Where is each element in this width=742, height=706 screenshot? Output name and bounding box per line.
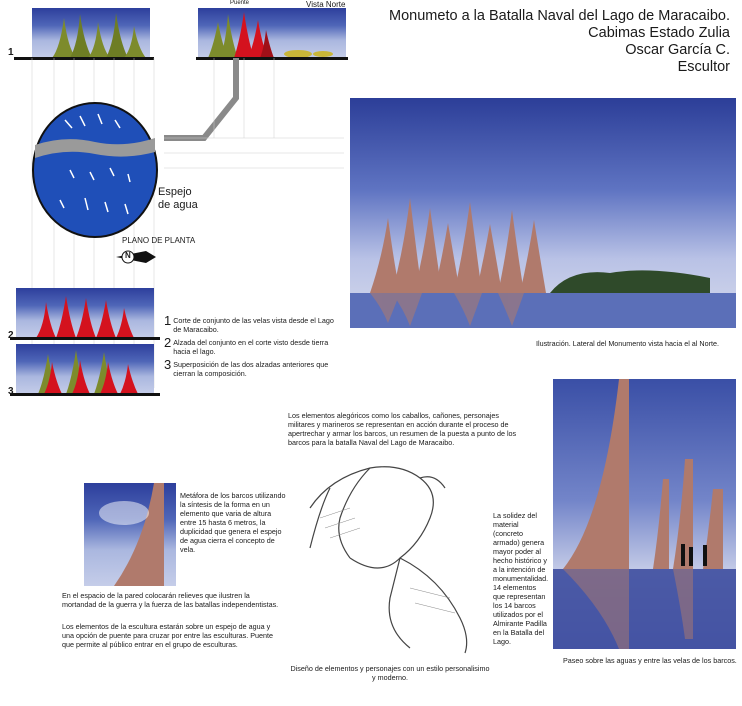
paseo-image — [553, 379, 736, 649]
sails-red-graphic — [198, 8, 346, 58]
vista-norte-label: Vista Norte — [306, 0, 346, 9]
elevation-3 — [16, 344, 154, 394]
elevation-2 — [16, 288, 154, 338]
title-block — [370, 8, 730, 76]
legend-item-3 — [164, 357, 334, 378]
elevation-1-top-left — [32, 8, 150, 58]
caption-solidity: La solidez del material (concreto armado) genera mayor poder al hecho histórico y a la intención de monumentalidad. 14 elementos que representan los 14 barcos utilizados por el Almirante Padilla en la Batalla del Lago. — [493, 511, 549, 646]
sails-elevation-3 — [16, 344, 154, 394]
espejo-label — [158, 186, 198, 212]
legend-number-3: 3 — [164, 357, 172, 372]
horse-icon — [290, 448, 488, 660]
legend — [164, 313, 334, 378]
title-line-1: Monumeto a la Batalla Naval del Lago de Maracaibo. — [389, 8, 730, 24]
caption-paseo: Paseo sobre las aguas y entre las velas de los barcos. — [563, 656, 737, 665]
espejo-line-2: de agua — [158, 199, 198, 211]
ground-line-2 — [10, 337, 160, 340]
legend-item-2 — [164, 335, 334, 356]
espejo-line-1: Espejo — [158, 186, 192, 198]
north-letter: N — [125, 251, 131, 260]
caption-elements: Los elementos de la escultura estarán sobre un espejo de agua y una opción de puente para cruzar por entre las esculturas. Puente que permite al público entrar en el grupo de esculturas. — [62, 622, 273, 649]
caption-metaphor: Metáfora de los barcos utilizando la síntesis de la forma en un elemento que varia de altura entre 15 hasta 6 metros, la duplicidad que genera el espejo de agua cierra el concepto de vela. — [180, 491, 286, 554]
plan-graphic — [30, 100, 160, 240]
metaphor-image — [84, 483, 176, 586]
north-arrow-icon — [116, 248, 156, 266]
monument-sails-graphic — [350, 98, 736, 328]
elevation-number-3: 3 — [8, 386, 14, 397]
caption-illustration: Ilustración. Lateral del Monumento vista hacia el al Norte. — [536, 339, 719, 348]
puente-label: Puente — [230, 0, 250, 6]
elevation-number-2: 2 — [8, 330, 14, 341]
title-line-3: Oscar García C. — [625, 42, 730, 58]
plan-view — [30, 100, 160, 240]
north-arrow — [116, 248, 156, 266]
title-line-2: Cabimas Estado Zulia — [588, 25, 730, 41]
elevation-number-1: 1 — [8, 47, 14, 58]
sails-green-graphic — [32, 8, 150, 58]
horse-sketch — [290, 448, 488, 660]
ground-line-3 — [10, 393, 160, 396]
caption-allegory: Los elementos alegóricos como los caballos, cañones, personajes militares y marineros se representan en acción durante el proceso de apertrechar y armar los barcos, un resumen de la puesta a punto de los barcos para la batalla Naval del Lago de Maracaibo. — [288, 411, 517, 447]
caption-wall: En el espacio de la pared colocarán relieves que ilustren la mortandad de la guerra y la fuerza de las batallas independentistas. — [62, 591, 279, 609]
legend-text-1: Corte de conjunto de las velas vista desde el Lago de Maracaibo. — [173, 316, 334, 334]
sails-elevation-2 — [16, 288, 154, 338]
title-line-4: Escultor — [677, 59, 730, 75]
plano-de-planta-label: PLANO DE PLANTA — [122, 236, 196, 245]
legend-number-2: 2 — [164, 335, 172, 350]
legend-text-3: Superposición de las dos alzadas anteriores que cierran la composición. — [173, 360, 329, 378]
caption-design: Diseño de elementos y personajes con un estilo personalisimo y moderno. — [290, 664, 490, 682]
legend-number-1: 1 — [164, 313, 172, 328]
legend-item-1 — [164, 313, 334, 334]
legend-text-2: Alzada del conjunto en el corte visto desde tierra hacia el lago. — [173, 338, 329, 356]
paseo-sails-graphic — [553, 379, 736, 649]
sail-single-graphic — [84, 483, 176, 586]
main-illustration — [350, 98, 736, 328]
